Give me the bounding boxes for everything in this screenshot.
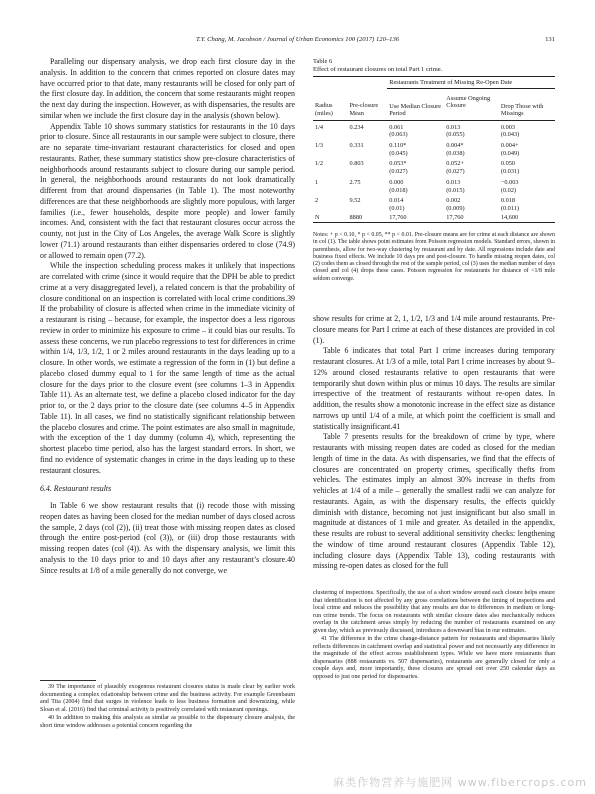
table-cell-se: (0.018) [389, 186, 408, 194]
table-cell: 0.002 [446, 197, 461, 205]
paragraph: show results for crime at 2, 1, 1/2, 1/3 and 1/4 mile around restaurants. Pre-closure means for Part I crime at each of these distances are provided in col (1). [313, 314, 555, 345]
table-cell: 0.004* [446, 142, 464, 150]
table-cell-se: (0.011) [500, 204, 519, 212]
watermark: 麻类作物营养与施肥网 www.fibercrops.com [333, 776, 587, 789]
group-header: Restaurants Treatment of Missing Re-Open Date [387, 77, 555, 89]
left-footnotes [40, 684, 295, 731]
footnote-40: 40 In addition to making this analysis as similar as possible to the dispensary closure analysis, the short time window addresses a potential concern regarding the [40, 715, 295, 729]
paragraph: Paralleling our dispensary analysis, we drop each first closure day in the analysis. In addition to the concern that crimes reported on closure dates may have occurred prior to that date, many restaurants will be closed for only part of the first closure day. In addition, the concern that some restaurants might reopen the next day during the inspection. However, as with dispensaries, the results are similar when we include the first closure day in the analysis (shown below). [40, 57, 295, 120]
table-cell: 0.018 [500, 197, 516, 205]
table-cell: 0.803 [349, 160, 364, 168]
table-cell: 0.013 [446, 123, 461, 131]
table-cell-se [313, 150, 348, 158]
n-label: N [315, 213, 320, 221]
table-cell-se [348, 168, 388, 176]
table-cell: 0.003 [500, 123, 516, 131]
running-header-text: T.Y. Chang, M. Jacobson / Journal of Urban Economics 100 (2017) 120–136 [195, 36, 400, 43]
table-caption [313, 58, 555, 74]
paragraph: While the inspection scheduling process makes it unlikely that inspections are correlated with crime (since it would require that the DPH be able to predict crime at a very disaggregated level), a related concern is that the probability of closure conditional on an inspection is correlated with local crime conditions.39 If the probability of closure is affected when crime in the immediate vicinity of a restaurant is rising – because, for example, the inspector does a less rigorous review in order to minimize his exposure to crime – it could bias our results. To assess these concerns, we run placebo regressions to test for differences in crime within 1/4, 1/3, 1/2, 1 or 2 miles around restaurants in the days leading up to a closure. In other words, we estimate a regression of the form in (1) but define a placebo closed dummy equal to 1 for the same length of time as the actual closure for the days prior to the closure event (see columns 1–3 in Appendix Table 11). As an alternate test, we define a placebo closed indicator for the day prior to, or the 2 days prior to the closure date (see columns 4–5 in Appendix Table 11). In all cases, we find no statistically significant relationship between the placebo closures and crime. The point estimates are also small in magnitude, with the exception of the 1 day dummy (column 4), which, representing the shortest placebo time period, also has the largest standard errors. In short, we find no evidence of systematic changes in crime in the days leading up to these restaurant closures. [40, 261, 295, 475]
footnote-rule [40, 680, 96, 681]
col-header: Pre-closure Mean [349, 102, 379, 117]
table-cell-se [313, 187, 348, 195]
n-value: 17,760 [389, 213, 407, 221]
table-cell-se: (0.049) [500, 149, 520, 157]
table-cell-se: (0.038) [446, 149, 465, 157]
table-cell-se: (0.063) [389, 131, 408, 139]
col-header: Use Median Closure Period [389, 102, 442, 118]
table-row [313, 120, 555, 131]
table-title: Effect of restaurant closures on total Part 1 crime. [313, 66, 443, 73]
section-heading: 6.4. Restaurant results [40, 484, 112, 494]
paragraph: Table 7 presents results for the breakdown of crime by type, where restaurants with missing reopen dates are coded as closed for the median length of time in the data. As with dispensaries, we find that the effects of closures are concentrated on property crimes, specifically thefts from vehicles. The estimates imply an almost 30% increase in thefts from vehicles at 1/4 of a mile – generally the smallest radii we can analyze for restaurants. Again, as with the dispensary results, the effects quickly diminish with distance, becoming not just insignificant but also small in magnitude at distances of 1 mile and greater. As detailed in the appendix, these results are robust to several additional sensitivity checks: lengthening the window of time around restaurant closures (Appendix Table 12), including closure days (Appendix Table 13), coding restaurants with missing re-open dates as closed for the full [313, 432, 555, 571]
table-row-se [313, 187, 555, 195]
table-row [313, 139, 555, 150]
table-cell-se: (0.02) [500, 186, 517, 194]
right-column [313, 314, 555, 572]
table-cell: 0.053* [389, 160, 407, 168]
col-header: Assume Ongoing Closure [446, 94, 491, 110]
footnote-39: 39 The importance of plausibly exogenous restaurant closures status is made clear by earlier work documenting a complex relationship between crime and the business activity. For example Greenbaum and Tita (2004) find that surges in violence leads to less business formation and downsizing, while Sloan et al. (2016) find that criminal activity is positively correlated with restaurant openings. [40, 684, 295, 713]
table-cell-se: (0.055) [446, 131, 465, 139]
table-cell-se [313, 168, 348, 176]
table-cell: 0.013 [446, 178, 461, 186]
n-value: 14,600 [500, 213, 519, 221]
table-row [313, 176, 555, 187]
table-cell-se: (0.027) [446, 168, 465, 176]
table-cell: 0.110* [389, 142, 407, 150]
table-cell-se: (0.01) [389, 204, 405, 212]
table-cell-se [348, 150, 388, 158]
table-cell: 1/4 [315, 123, 324, 131]
table-notes: Notes: + p < 0.10, * p < 0.05, ** p < 0.01. Pre-closure means are for crime at each distance are shown in col (1). The table shows point estimates from Poisson regression models. Standard errors, shown in parenthesis, allow for two-way clustering by restaurant and by date. All regressions include date and business fixed effects. We include 10 days pre and post-closure. To handle missing reopen dates, col (2) codes them as closed through the rest of the sample period, col (3) uses the median number of days closed and col (4) drops these cases. Poisson regression for restaurants for distance of <1/8 mile seldom converge. [313, 232, 555, 282]
n-value: 17,760 [446, 213, 464, 221]
footnote-41: 41 The difference in the crime change-distance pattern for restaurants and dispensaries likely reflects differences in catchment overlap and statistical power and not necessarily any difference in the magnitude of the effect across establishment types. While we have more restaurants than dispensaries (888 restaurants vs. 507 dispensaries), restaurants are generally closed for only a couple days and, more importantly, these closures are spread out over 250 calendar days as opposed to just one period for dispensaries. [313, 636, 555, 681]
table-cell-se: (0.031) [500, 168, 520, 176]
table-row-se [313, 131, 555, 139]
right-footnotes [313, 590, 555, 683]
table-cell-se: (0.015) [446, 186, 465, 194]
table-cell: 0.331 [349, 142, 364, 150]
table-cell-se: (0.009) [446, 204, 465, 212]
table-row [313, 194, 555, 205]
table-cell: 0.014 [389, 197, 404, 205]
table-cell: 0.050 [500, 160, 516, 168]
table-cell: 1 [315, 178, 319, 186]
n-value: 8880 [349, 213, 363, 221]
table-6 [313, 76, 555, 223]
paragraph: In Table 6 we show restaurant results that (i) recode those with missing reopen dates as having been closed for the median number of days closed across the sample, 2 days (col (2)), (ii) treat those with missing reopen dates as closed through the entire post-period (col (3)), or (iii) drop those restaurants with missing reopen dates (col (4)). As with the dispensary analysis, we limit this analysis to the 10 days prior to and 10 days after any restaurant’s closure.40 Since results at 1/8 of a mile generally do not converge, we [40, 501, 295, 575]
col-header: Drop Those with Missings [500, 102, 544, 118]
table-cell: 0.052+ [446, 160, 464, 168]
table-cell-se [348, 205, 388, 213]
table-cell: 0.000 [389, 178, 404, 186]
table-cell: 2.75 [349, 178, 361, 186]
table-cell-se [348, 131, 388, 139]
table-cell: 0.061 [389, 123, 404, 131]
table-cell: 1/2 [315, 160, 324, 168]
page-number: 131 [545, 36, 555, 43]
left-column [40, 57, 295, 576]
running-header [40, 36, 555, 48]
table-cell-se: (0.027) [389, 168, 408, 176]
table-row [313, 157, 555, 168]
paragraph: Appendix Table 10 shows summary statistics for restaurants in the 10 days prior to closure. Since all restaurants in our sample were subject to closure, there are no separate time-invariant restaurant characteristics for closed and open restaurants. Rather, these summary statistics show pre-closure characteristics of neighborhoods around restaurants subject to closure during our sample period. In general, the neighborhoods around restaurants do not look dramatically different from that around dispensaries (in Table 1). The most noteworthy differences are that these neighborhoods are slightly more populous, with larger families (i.e., fewer households, despite more people) and lower family incomes. And, consistent with the fact that restaurant closures occur across the county, not just in the City of Los Angeles, the average Walk Score is slightly lower (71.1) around restaurants than either dispensaries ordered to close (74.9) or allowed to remain open (77.2). [40, 121, 295, 260]
footnote-40-cont: clustering of inspections. Specifically, the use of a short window around each closure helps ensure that identification is not affected by any gross correlations between the timing of inspections and local crime and reduces the possibility that any results are due to differences in medium or long-run crime trends. The focus on restaurants with similar closure dates also mechanically reduces overlap in the catchment areas simply by reducing the number of restaurants examined on any given day, which as previously discussed, introduces a downward bias in our estimates. [313, 590, 555, 634]
table-cell: 1/3 [315, 142, 324, 150]
table-cell: 2 [315, 197, 319, 205]
table-cell-se [313, 131, 348, 139]
table-cell-se: (0.045) [389, 149, 408, 157]
table-cell: 0.234 [349, 123, 364, 131]
table-row-se [313, 150, 555, 158]
table-cell: 0.004+ [500, 142, 519, 150]
table-cell-se [348, 187, 388, 195]
col-header: Radius (miles) [315, 102, 333, 117]
table-cell-se: (0.043) [500, 131, 520, 139]
paragraph: Table 6 indicates that total Part I crime increases during temporary restaurant closures. At 1/3 of a mile, total Part I crime increases by about 9–12% around closed restaurants relative to open restaurants that were temporarily shut down within plus or minus 10 days. The results are similar irrespective of the treatment of restaurants without re-open dates. In addition, the results show a monotonic increase in the effect size as distance narrows up until 1/4 of a mile, at which point the coefficient is small and statistically insignificant.41 [313, 346, 555, 431]
table-cell-se [313, 205, 348, 213]
table-label: Table 6 [313, 58, 333, 65]
table-cell: −0.003 [500, 178, 519, 186]
table-cell: 9.52 [349, 197, 361, 205]
table-row-se [313, 168, 555, 176]
table-row-se [313, 205, 555, 213]
